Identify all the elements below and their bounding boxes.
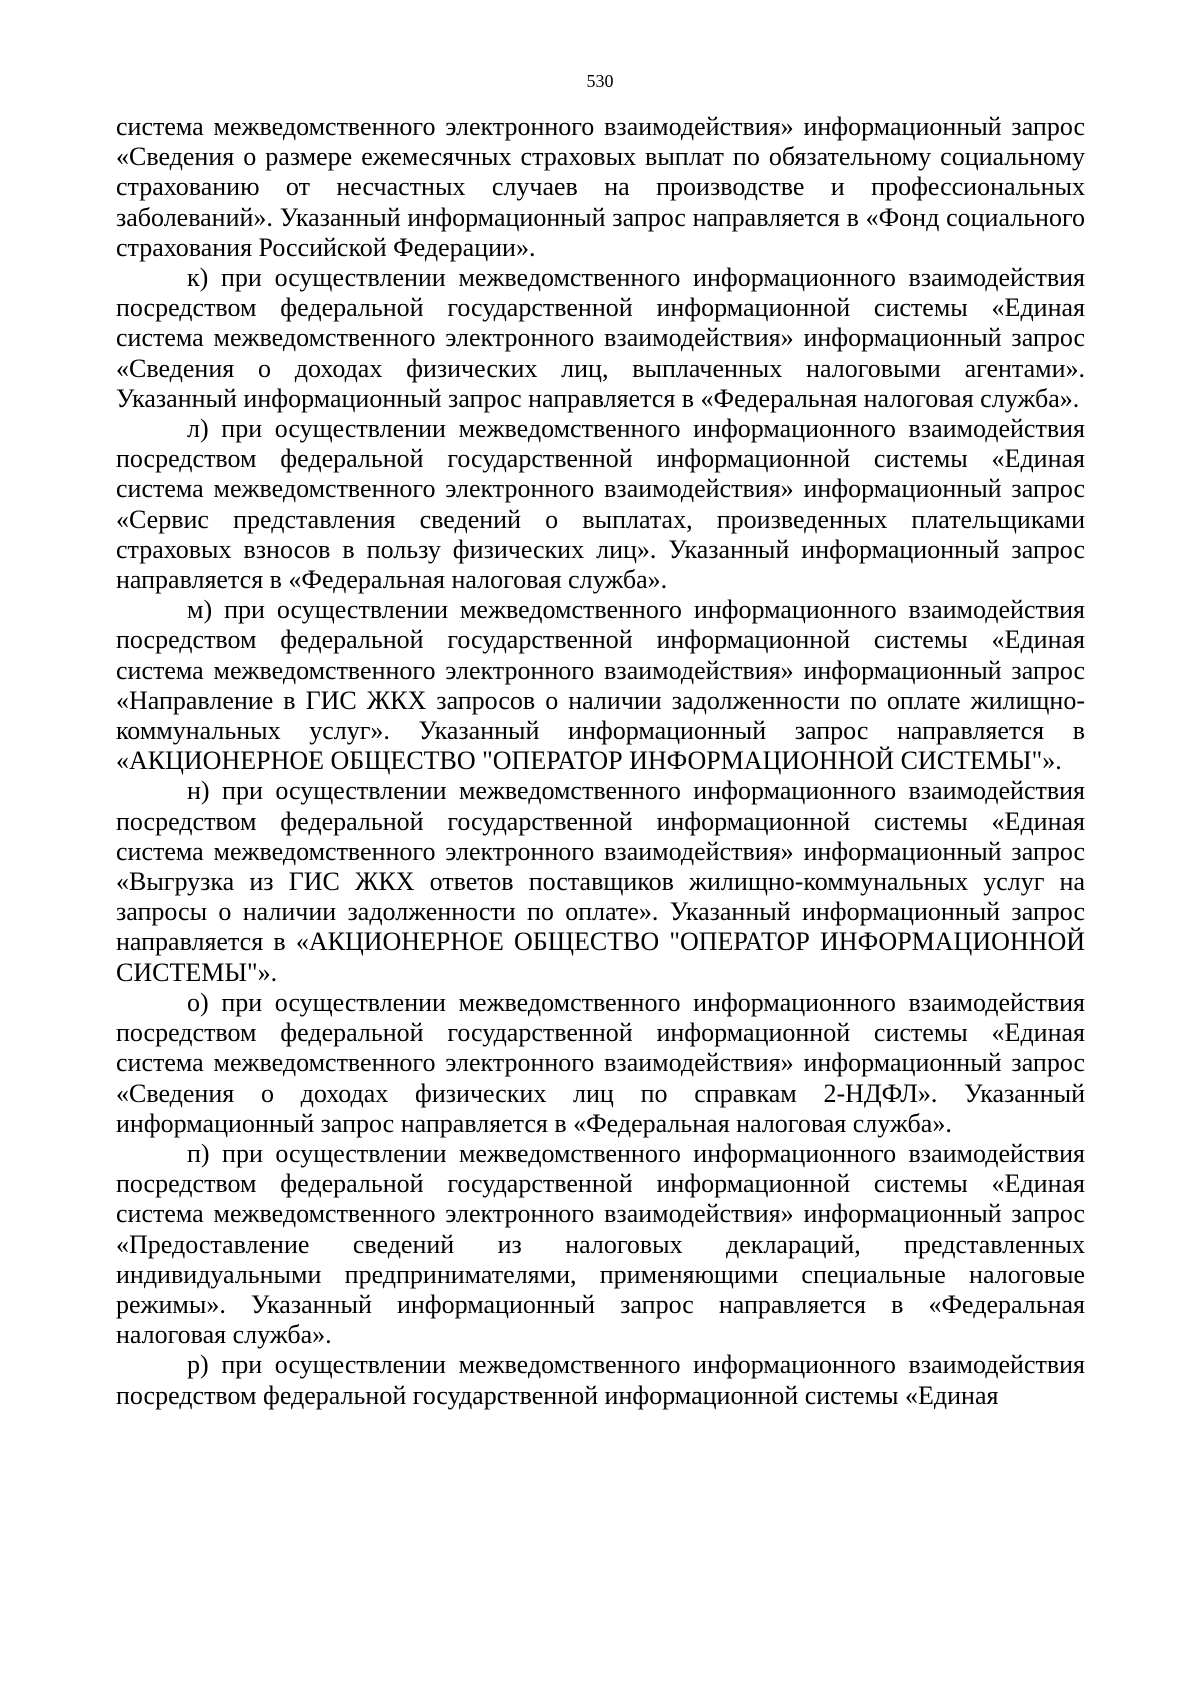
- paragraph-r: р) при осуществлении межведомственного информационного взаимодействия посредством федеральной государственной информационной системы «Единая: [116, 1350, 1085, 1410]
- paragraph-n: н) при осуществлении межведомственного информационного взаимодействия посредством федеральной государственной информационной системы «Единая система межведомственного электронного взаимодействия» информационный запрос «Выгрузка из ГИС ЖКХ ответов поставщиков жилищно-коммунальных услуг на запросы о наличии задолженности по оплате». Указанный информационный запрос направляется в «АКЦИОНЕРНОЕ ОБЩЕСТВО "ОПЕРАТОР ИНФОРМАЦИОННОЙ СИСТЕМЫ"».: [116, 776, 1085, 987]
- paragraph-l: л) при осуществлении межведомственного информационного взаимодействия посредством федеральной государственной информационной системы «Единая система межведомственного электронного взаимодействия» информационный запрос «Сервис представления сведений о выплатах, произведенных плательщиками страховых взносов в пользу физических лиц». Указанный информационный запрос направляется в «Федеральная налоговая служба».: [116, 414, 1085, 595]
- paragraph-p: п) при осуществлении межведомственного информационного взаимодействия посредством федеральной государственной информационной системы «Единая система межведомственного электронного взаимодействия» информационный запрос «Предоставление сведений из налоговых деклараций, представленных индивидуальными предпринимателями, применяющими специальные налоговые режимы». Указанный информационный запрос направляется в «Федеральная налоговая служба».: [116, 1138, 1085, 1350]
- document-body: [116, 112, 1085, 1411]
- page-number: 530: [586, 71, 614, 91]
- paragraph-m: м) при осуществлении межведомственного информационного взаимодействия посредством федеральной государственной информационной системы «Единая система межведомственного электронного взаимодействия» информационный запрос «Направление в ГИС ЖКХ запросов о наличии задолженности по оплате жилищно-коммунальных услуг». Указанный информационный запрос направляется в «АКЦИОНЕРНОЕ ОБЩЕСТВО "ОПЕРАТОР ИНФОРМАЦИОННОЙ СИСТЕМЫ"».: [116, 595, 1085, 776]
- paragraph-o: о) при осуществлении межведомственного информационного взаимодействия посредством федеральной государственной информационной системы «Единая система межведомственного электронного взаимодействия» информационный запрос «Сведения о доходах физических лиц по справкам 2-НДФЛ». Указанный информационный запрос направляется в «Федеральная налоговая служба».: [116, 987, 1085, 1138]
- paragraph-continuation: система межведомственного электронного взаимодействия» информационный запрос «Сведения о размере ежемесячных страховых выплат по обязательному социальному страхованию от несчастных случаев на производстве и профессиональных заболеваний». Указанный информационный запрос направляется в «Фонд социального страхования Российской Федерации».: [116, 112, 1085, 262]
- paragraph-k: к) при осуществлении межведомственного информационного взаимодействия посредством федеральной государственной информационной системы «Единая система межведомственного электронного взаимодействия» информационный запрос «Сведения о доходах физических лиц, выплаченных налоговыми агентами». Указанный информационный запрос направляется в «Федеральная налоговая служба».: [116, 263, 1085, 413]
